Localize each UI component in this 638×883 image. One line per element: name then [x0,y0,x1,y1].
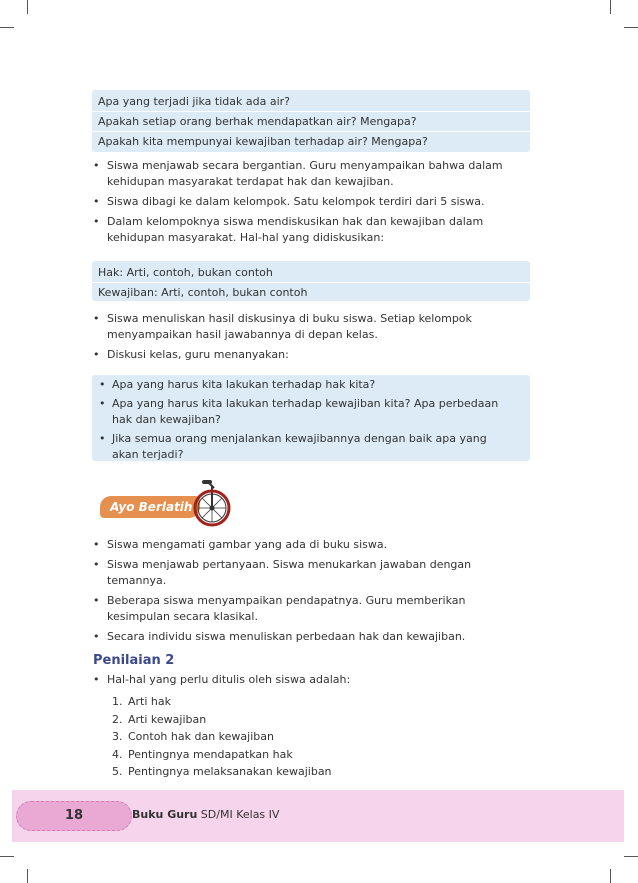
book-title: Buku Guru SD/MI Kelas IV [132,808,280,821]
crop-mark [624,27,638,28]
numbered-item: 4. Pentingnya mendapatkan hak [112,747,293,761]
numbered-item: 1. Arti hak [112,695,171,708]
questions-box [92,90,530,152]
crop-mark [27,0,28,14]
crop-mark [0,856,14,857]
list-item: • Siswa menjawab pertanyaan. Siswa menukarkan jawaban dengan temannya. [93,558,472,587]
activity-list-4 [93,672,523,692]
activity-list-1 [93,158,523,250]
list-item: • Apa yang harus kita lakukan terhadap kewajiban kita? Apa perbedaan hak dan kewajiban? [99,397,499,426]
list-item: • Siswa menuliskan hasil diskusinya di buku siswa. Setiap kelompok menyampaikan hasil jawabannya di depan kelas. [93,312,472,341]
crop-mark [624,856,638,857]
crop-mark [610,869,611,883]
unicycle-icon [190,480,232,528]
discussion-line: Hak: Arti, contoh, bukan contoh [92,263,530,283]
crop-mark [610,0,611,14]
list-item: • Diskusi kelas, guru menanyakan: [93,348,289,361]
list-item: • Hal-hal yang perlu ditulis oleh siswa adalah: [93,673,351,686]
discussion-box [92,261,530,301]
numbered-item: 5. Pentingnya melaksanakan kewajiban [112,765,332,779]
activity-list-3 [93,537,523,649]
class-questions-box [92,375,530,461]
page-number: 18 [16,801,132,831]
list-item: • Secara individu siswa menuliskan perbedaan hak dan kewajiban. [93,630,466,643]
crop-mark [27,869,28,883]
list-item: • Apa yang harus kita lakukan terhadap hak kita? [99,378,376,391]
question-line: Apakah setiap orang berhak mendapatkan air? Mengapa? [92,112,530,132]
list-item: • Dalam kelompoknya siswa mendiskusikan hak dan kewajiban dalam kehidupan masyarakat. Hal-hal yang didiskusikan: [93,215,484,244]
discussion-line: Kewajiban: Arti, contoh, bukan contoh [98,286,308,299]
list-item: • Siswa mengamati gambar yang ada di buku siswa. [93,538,388,551]
ayo-berlatih-badge: Ayo Berlatih [100,496,200,518]
list-item: • Jika semua orang menjalankan kewajibannya dengan baik apa yang akan terjadi? [99,432,487,461]
activity-list-2 [93,311,523,367]
list-item: • Siswa menjawab secara bergantian. Guru menyampaikan bahwa dalam kehidupan masyarakat terdapat hak dan kewajiban. [93,159,503,188]
list-item: • Beberapa siswa menyampaikan pendapatnya. Guru memberikan kesimpulan secara klasikal. [93,594,466,623]
question-line: Apa yang terjadi jika tidak ada air? [92,92,530,112]
numbered-list [112,693,332,781]
list-item: • Siswa dibagi ke dalam kelompok. Satu kelompok terdiri dari 5 siswa. [93,195,485,208]
crop-mark [0,27,14,28]
question-line: Apakah kita mempunyai kewajiban terhadap air? Mengapa? [98,135,428,148]
numbered-item: 2. Arti kewajiban [112,712,207,726]
section-heading: Penilaian 2 [93,653,175,668]
page-footer [12,790,624,842]
numbered-item: 3. Contoh hak dan kewajiban [112,730,274,744]
